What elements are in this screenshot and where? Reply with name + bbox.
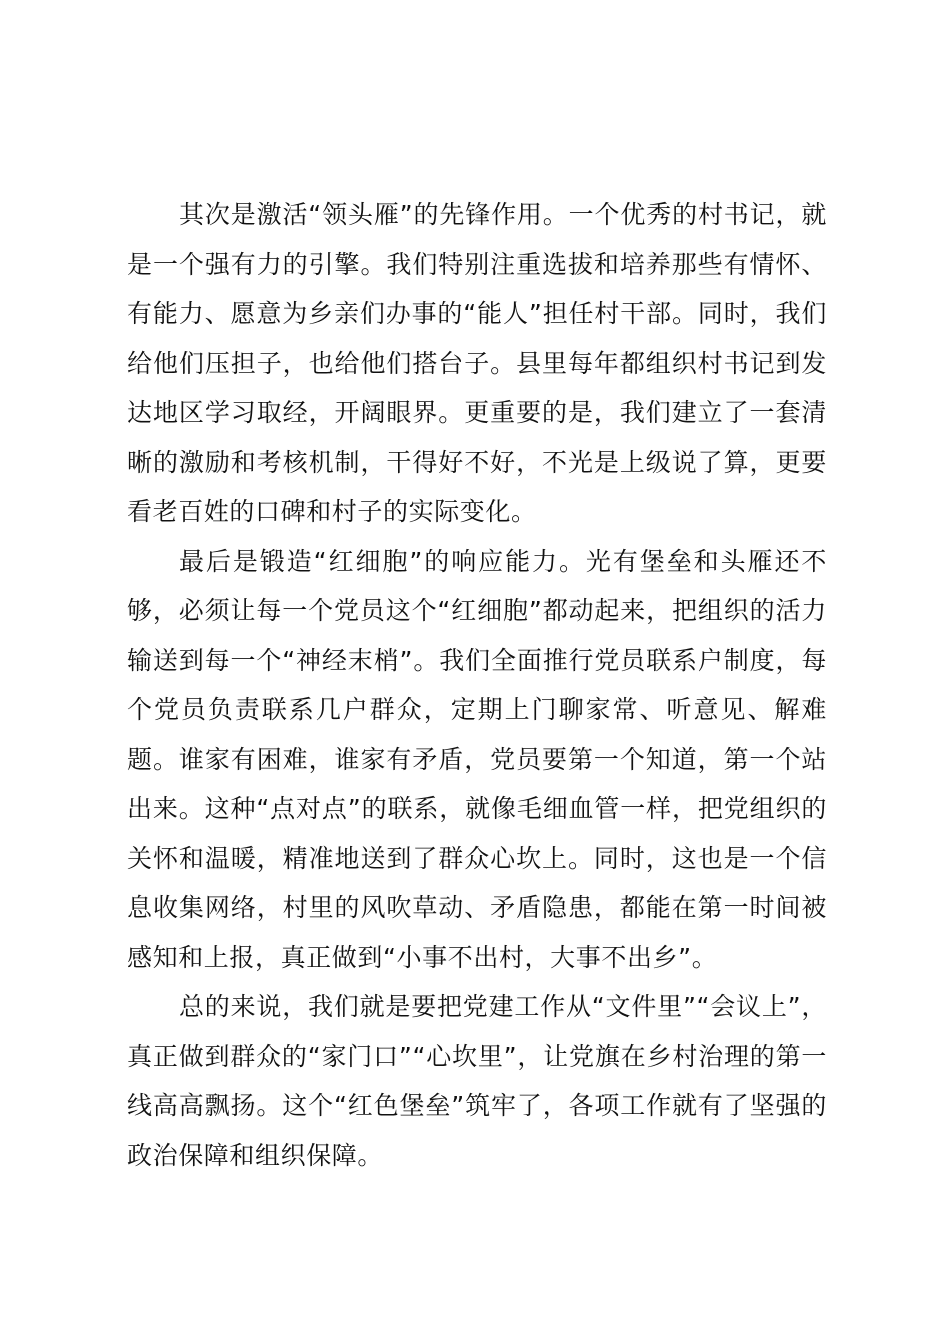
paragraph-red-cells: 最后是锻造“红细胞”的响应能力。光有堡垒和头雁还不够，必须让每一个党员这个“红细胞”都动起来，把组织的活力输送到每一个“神经末梢”。我们全面推行党员联系户制度，每个党员负责联系几户群众，定期上门聊家常、听意见、解难题。谁家有困难，谁家有矛盾，党员要第一个知道，第一个站出来。这种“点对点”的联系，就像毛细血管一样，把党组织的关怀和温暖，精准地送到了群众心坎上。同时，这也是一个信息收集网络，村里的风吹草动、矛盾隐患，都能在第一时间被感知和上报，真正做到“小事不出村，大事不出乡”。 — [127, 546, 827, 972]
paragraph-summary: 总的来说，我们就是要把党建工作从“文件里”“会议上”，真正做到群众的“家门口”“心坎里”，让党旗在乡村治理的第一线高高飘扬。这个“红色堡垒”筑牢了，各项工作就有了坚强的政治保障和组织保障。 — [127, 992, 827, 1170]
paragraph-lead-geese: 其次是激活“领头雁”的先锋作用。一个优秀的村书记，就是一个强有力的引擎。我们特别注重选拔和培养那些有情怀、有能力、愿意为乡亲们办事的“能人”担任村干部。同时，我们给他们压担子，也给他们搭台子。县里每年都组织村书记到发达地区学习取经，开阔眼界。更重要的是，我们建立了一套清晰的激励和考核机制，干得好不好，不光是上级说了算，更要看老百姓的口碑和村子的实际变化。 — [127, 200, 827, 526]
document-body — [127, 190, 827, 1180]
